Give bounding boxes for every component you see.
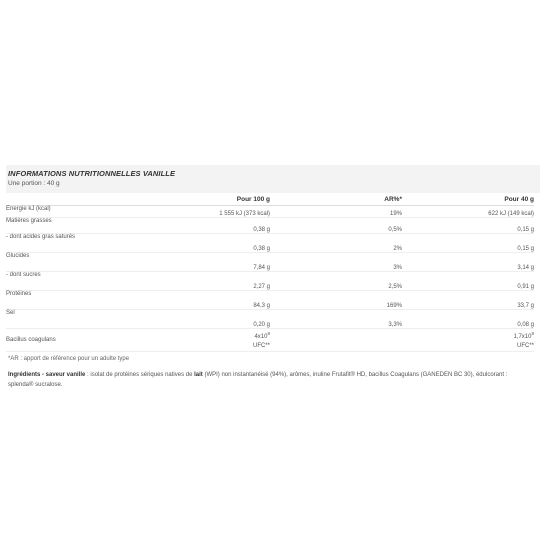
- portion-size: Une portion : 40 g: [8, 180, 60, 187]
- value-per-100g: 0,20 g: [146, 310, 270, 329]
- value-per-40g: 0,15 g: [402, 234, 534, 253]
- value-ar: 3%: [270, 253, 402, 272]
- ar-footnote: *AR : apport de référence pour un adulte type: [8, 356, 130, 362]
- value-per-100g: 0,38 g: [146, 234, 270, 253]
- table-row: [6, 218, 534, 234]
- nutrition-panel: [6, 165, 540, 390]
- nutrient-name: Protéines: [6, 291, 146, 310]
- table-row: [6, 206, 534, 218]
- column-header-ar: AR%*: [270, 193, 402, 206]
- table-row: [6, 272, 534, 291]
- ingredients-paragraph: [6, 370, 528, 390]
- value-per-40g: 0,91 g: [402, 272, 534, 291]
- nutrient-name: - dont sucres: [6, 272, 146, 291]
- value-per-100g: 2,27 g: [146, 272, 270, 291]
- value-per-100g: 1 555 kJ (373 kcal): [146, 206, 270, 218]
- table-row: [6, 291, 534, 310]
- nutrient-name: Energie kJ (kcal): [6, 206, 146, 218]
- value-ar: 169%: [270, 291, 402, 310]
- nutrition-table: [6, 193, 534, 352]
- nutrient-name: - dont acides gras saturés: [6, 234, 146, 253]
- value-ar: 2%: [270, 234, 402, 253]
- table-row: [6, 234, 534, 253]
- ingredients-text-before: : isolat de protéines sériques natives de: [85, 372, 195, 378]
- nutrition-header: [6, 165, 540, 193]
- value-per-40g: 33,7 g: [402, 291, 534, 310]
- value-ar: 0,5%: [270, 218, 402, 234]
- nutrient-name: Matières grasses: [6, 218, 146, 234]
- value-per-40g: 622 kJ (149 kcal): [402, 206, 534, 218]
- table-header-row: [6, 193, 534, 206]
- column-header-per-40g: Pour 40 g: [402, 193, 534, 206]
- nutrition-title: INFORMATIONS NUTRITIONNELLES VANILLE: [8, 169, 176, 178]
- nutrient-name: Sel: [6, 310, 146, 329]
- value-per-40g: 3,14 g: [402, 253, 534, 272]
- value-per-100g: 84,3 g: [146, 291, 270, 310]
- value-per-40g: 0,15 g: [402, 218, 534, 234]
- column-header-per-100g: Pour 100 g: [146, 193, 270, 206]
- value-per-40g: 0,08 g: [402, 310, 534, 329]
- value-per-40g: $1,7x10^8$ UFC**: [402, 329, 534, 352]
- value-ar: [270, 329, 402, 352]
- value-per-100g: 0,38 g: [146, 218, 270, 234]
- value-ar: 2,5%: [270, 272, 402, 291]
- ingredients-bold-allergen: lait: [194, 372, 203, 378]
- value-per-100g: $4x10^8$ UFC**: [146, 329, 270, 352]
- value-ar: 3,3%: [270, 310, 402, 329]
- table-row: [6, 253, 534, 272]
- table-row: [6, 310, 534, 329]
- nutrient-name: Glucides: [6, 253, 146, 272]
- ingredients-text-after: (WPI) non instantanéisé (94%), arômes, inuline Frutafit® HD, bacillus Coagulans (GANEDEN BC 30), édulcorant : splenda® sucralose.: [8, 372, 508, 388]
- ingredients-label: Ingrédients - saveur vanille: [8, 372, 86, 378]
- value-ar: 19%: [270, 206, 402, 218]
- table-row: [6, 329, 534, 352]
- value-per-100g: 7,84 g: [146, 253, 270, 272]
- nutrient-name: Bacillus coagulans: [6, 329, 146, 352]
- column-header-nutrient: [6, 193, 146, 206]
